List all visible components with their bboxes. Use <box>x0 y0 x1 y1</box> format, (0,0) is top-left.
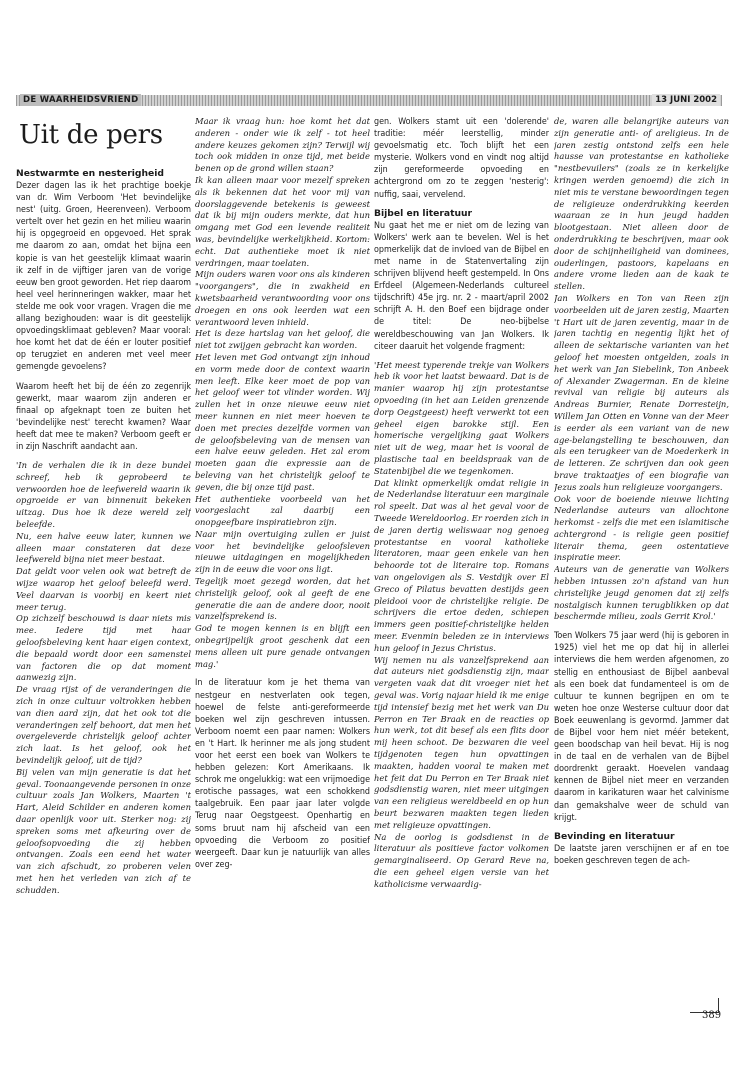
quote-block <box>16 460 191 896</box>
quote-line: God te mogen kennen is en blijft een onbegrijpelijk groot geschenk dat een mens alleen uit pure genade ontvangen mag.' <box>195 623 370 669</box>
paragraph: Waarom heeft het bij de één zo zegenrijk gewerkt, maar waarom zijn anderen er finaal op afgeknapt toen ze buiten het 'bevindelijke nest' terecht kwamen? Waar heeft dat mee te maken? Verboom geeft er in zijn Naschrift aandacht aan. <box>16 381 191 452</box>
quote-line: Tegelijk moet gezegd worden, dat het christelijk geloof, ook al geeft de ene generatie die aan de andere door, nooit vanzelfsprekend is. <box>195 576 370 622</box>
section-heading-bijbel: Bijbel en literatuur <box>374 207 473 219</box>
quote-line: Maar ik vraag hun: hoe komt het dat anderen - onder wie ik zelf - tot heel andere keuzes gekomen zijn? Terwijl wij toch ook midden in onze tijd, met beide benen op de grond willen staan? <box>195 116 370 174</box>
quote-line: Het is deze hartslag van het geloof, die niet tot zwijgen gebracht kan worden. <box>195 328 370 351</box>
masthead-bar <box>16 95 722 106</box>
paragraph: gen. Wolkers stamt uit een 'dolerende' traditie: méér leerstellig, minder gevoelsmatig etc. Toch blijft het een mysterie. Wolkers vond en vindt nog altijd zijn gereformeerde opvoeding en achtergrond om zo te zeggen 'nesterig': nuffig, saai, vervelend. <box>374 117 549 200</box>
quote-line: Wij nemen nu als vanzelfsprekend aan dat auteurs niet godsdienstig zijn, maar vergeten vaak dat dit vroeger niet het geval was. Vorig najaar hield ik me enige tijd intensief bezig met het werk van Du Perron en Ter Braak en de reacties op hun werk, tot dit besef als een flits door mij heen schoot. De bezwaren die veel tijdgenoten tegen hun opvattingen maakten, hadden vooral te maken met het feit dat Du Perron en Ter Braak niet godsdienstig waren, niet meer uitgingen van een religieus wereldbeeld en op hun beurt bezwaren maakten tegen lieden met religieuze opvattingen. <box>374 654 549 830</box>
quote-line: Mijn ouders waren voor ons als kinderen "voorgangers", die in zwakheid en kwetsbaarheid verantwoording voor ons droegen en ons ook leerden wat een verantwoord leven inhield. <box>195 269 370 327</box>
quote-line: Ook voor de boeiende nieuwe lichting Nederlandse auteurs van allochtone herkomst - zelfs die met een islamitische achtergrond - is religie geen positief literair thema, geen ostentatieve inspiratie meer. <box>554 493 729 563</box>
quote-line: Dat klinkt opmerkelijk omdat religie in de Nederlandse literatuur een marginale rol speelt. Dat was al het geval voor de Tweede Wereldoorlog. Er roerden zich in de jaren dertig weliswaar nog genoeg protestantse en vooral katholieke literatoren, maar geen enkele van hen behoorde tot de literaire top. Romans van ongelovigen als S. Vestdijk over El Greco of Pilatus bevatten destijds geen pleidooi voor de christelijke religie. De schrijvers die ertoe deden, schiepen immers geen positief-christelijke helden meer. Evenmin beleden ze in interviews hun geloof in Jezus Christus. <box>374 477 549 653</box>
quote-line: Ik kan alleen maar voor mezelf spreken als ik bekennen dat het voor mij van doorslaggevende betekenis is geweest dat ik bij mijn ouders merkte, dat hun omgang met God een levende realiteit was, bevindelijke werkelijkheid. Kortom: echt. Dat authentieke moet ik niet verdringen, maar toelaten. <box>195 174 370 268</box>
column-1 <box>16 116 191 904</box>
quote-line: De vraag rijst of de veranderingen die zich in onze cultuur voltrokken hebben van dien aard zijn, dat het ook tot die veranderingen zelf behoort, dat men het overgeleverde christelijk geloof achter zich laat. Is het geloof, ook het bevindelijk geloof, uit de tijd? <box>16 684 191 765</box>
paragraph: Dezer dagen las ik het prachtige boekje van dr. Wim Verboom 'Het bevindelijke nest' (uitg. Groen, Heerenveen). Verboom vertelt over het gezin en het milieu waarin hij is opgegroeid en opgevoed. Het sprak me daarom zo aan, omdat het bijna een kopie is van het geestelijk klimaat waarin ik zelf in de vijftiger jaren van de vorige eeuw ben groot geworden. Het riep daarom heel veel herinneringen wakker, maar het stelde me ook voor vragen. Vragen die me allang bezighouden: waar is dit geestelijk opvoedingsklimaat gebleven? Maar vooral: hoe komt het dat de één er louter positief op terugziet en anderen met veel meer gemengde gevoelens? <box>16 181 191 373</box>
page-title: Uit de pers <box>19 120 163 150</box>
quote-line: Nu, een halve eeuw later, kunnen we alleen maar constateren dat deze leefwereld bijna niet meer bestaat. <box>16 530 191 565</box>
quote-line: Dat geldt voor velen ook wat betreft de wijze waarop het geloof beleefd werd. Veel daarvan is voorbij en keert niet meer terug. <box>16 566 191 612</box>
page-number: 389 <box>702 1010 722 1021</box>
quote-line: de, waren alle belangrijke auteurs van zijn generatie anti- of areligieus. In de jaren zestig ontstond zelfs een hele hausse van protestantse en katholieke "nestbevuilers" (zoals ze in kerkelijke kringen werden genoemd) die zich in niet mis te verstane bewoordingen tegen de religieuze onderdrukking keerden waaraan ze in hun jeugd hadden blootgestaan. Niet alleen door de onderdrukking te beschrijven, maar ook door de schijnheiligheid van dominees, ouderlingen, pastoors, kapelaans en andere vrome lieden aan de kaak te stellen. <box>554 116 729 292</box>
column-4 <box>554 116 729 874</box>
column-2 <box>195 116 370 878</box>
quote-line: 'In de verhalen die ik in deze bundel schreef, heb ik geprobeerd te verwoorden hoe de leefwereld waarin ik opgroeide er van binnenuit bekeken uitzag. Dus hoe ik deze wereld zelf beleefde. <box>16 460 191 530</box>
column-3 <box>374 116 549 898</box>
paragraph: Nu gaat het me er niet om de lezing van Wolkers' werk aan te bevelen. Wel is het opmerkelijk dat de invloed van de Bijbel en met name in de Statenvertaling zijn schrijven blijvend heeft gestempeld. In Ons Erfdeel (Algemeen-Nederlands cultureel tijdschrift) 45e jrg. nr. 2 - maart/april 2002 schrijft A. H. den Boef een bijdrage onder de titel: De neo-bijbelse wereldbeschouwing van Jan Wolkers. Ik citeer daaruit het volgende fragment: <box>374 220 549 352</box>
quote-line: 'Het meest typerende trekje van Wolkers heb ik voor het laatst bewaard. Dat is de manier waarop hij zijn protestantse opvoeding (in het aan Leiden grenzende dorp Oegstgeest) heeft verwerkt tot een geheel eigen barokke stijl. Een homerische vergelijking gaat Wolkers niet uit de weg, maar het is vooral de plastische taal en beeldspraak van de Statenbijbel die we tegenkomen. <box>374 359 549 476</box>
quote-line: Naar mijn overtuiging zullen er juist voor het bevindelijke geloofsleven nieuwe uitdagingen en mogelijkheden zijn in de eeuw die voor ons ligt. <box>195 528 370 575</box>
quote-line: Auteurs van de generatie van Wolkers hebben intussen zo'n afstand van hun christelijke jeugd genomen dat zij zelfs nostalgisch kunnen terugblikken op dat beschermde milieu, zoals Gerrit Krol.' <box>554 564 729 622</box>
paragraph: In de literatuur kom je het thema van nestgeur en nestverlaten ook tegen, hoewel de felste anti-gereformeerde boeken wel zijn geschreven intussen. Verboom noemt een paar namen: Wolkers en 't Hart. Ik herinner me als jong student voor het eerst een boek van Wolkers te hebben gelezen: Kort Amerikaans. Ik schrok me ongelukkig: wat een vrijmoedige erotische passages, wat een schokkend taalgebruik. Een paar jaar later volgde Terug naar Oegstgeest. Openhartig en soms bruut nam hij afscheid van een opvoeding die Verboom zo positief weergeeft. Daar kun je natuurlijk van alles over zeg- <box>195 678 370 870</box>
paragraph: De laatste jaren verschijnen er af en toe boeken geschreven tegen de ach- <box>554 843 729 866</box>
quote-line: Het leven met God ontvangt zijn inhoud en vorm mede door de context waarin men leeft. Elke keer moet de pop van het geloof weer tot vlinder worden. Wij zullen het in onze nieuwe eeuw niet meer kunnen en niet meer hoeven te doen met precies dezelfde vormen van de geloofsbeleving van de mensen van een halve eeuw geleden. Het zal erom moeten gaan die expressie aan de beleving van het christelijk geloof te geven, die bij onze tijd past. <box>195 351 370 492</box>
issue-date: 13 JUNI 2002 <box>652 94 720 106</box>
quote-block <box>554 116 729 623</box>
quote-line: Na de oorlog is godsdienst in de literatuur als positieve factor volkomen gemarginaliseerd. Op Gerard Reve na, die een geheel eigen versie van het katholicisme verwaardig- <box>374 831 549 889</box>
paragraph: Toen Wolkers 75 jaar werd (hij is geboren in 1925) viel het me op dat hij in allerlei interviews die hem werden afgenomen, zo stellig en enthousiast de Bijbel aanbeval als een boek dat fundamenteel is om de cultuur te kunnen begrijpen en om te weten hoe onze Westerse cultuur door dat Boek eeuwenlang is gevormd. Jammer dat de Bijbel voor hem niet méér betekent, geen boodschap van heil bevat. Hij is nog in de taal en de verhalen van de Bijbel doordrenkt geraakt. Hoevelen vandaag kennen de Bijbel niet meer en verzanden daarom in karikaturen waar het calvinisme dan gemakshalve weer de schuld van krijgt. <box>554 631 729 823</box>
quote-line: Jan Wolkers en Ton van Reen zijn voorbeelden uit de jaren zestig, Maarten 't Hart uit de jaren zeventig, maar in de jaren tachtig en negentig lijkt het of alleen de sektarische varianten van het geloof het moesten ontgelden, zoals in het werk van Jan Siebelink, Ton Anbeek of Alexander Zwagerman. En de kleine revival van religie bij auteurs als Andreas Burnier, Renate Dorresteijn, Willem Jan Otten en Vonne van der Meer is eerder als een variant van de new age-belangstelling te beschouwen, dan als een terugkeer van de Moederkerk in de letteren. Ze schrijven dan ook geen brave traktaatjes of een biografie van Jezus zoals hun religieuze voorgangers. <box>554 292 729 492</box>
quote-block <box>195 116 370 670</box>
quote-line: Het authentieke voorbeeld van het voorgeslacht zal daarbij een onopgeefbare inspiratiebron zijn. <box>195 493 370 528</box>
section-heading-nestwarmte: Nestwarmte en nesterigheid <box>16 168 164 179</box>
publication-name: DE WAARHEIDSVRIEND <box>20 94 141 106</box>
section-heading-bevinding: Bevinding en literatuur <box>554 830 675 842</box>
quote-block <box>374 360 549 891</box>
quote-line: Bij velen van mijn generatie is dat het geval. Toonaangevende personen in onze cultuur zoals Jan Wolkers, Maarten 't Hart, Aleid Schilder en anderen komen daar openlijk voor uit. Sterker nog: zij spreken soms met afkeuring over de geloofsopvoeding die zij hebben ontvangen. Zoals een eend het water van zich afschudt, zo proberen velen met hen het verleden van zich af te schudden. <box>16 766 191 895</box>
quote-line: Op zichzelf beschouwd is daar niets mis mee. Iedere tijd met haar geloofsbeleving kent haar eigen context, die bepaald wordt door een samenstel van factoren die op dat moment aanwezig zijn. <box>16 613 191 683</box>
